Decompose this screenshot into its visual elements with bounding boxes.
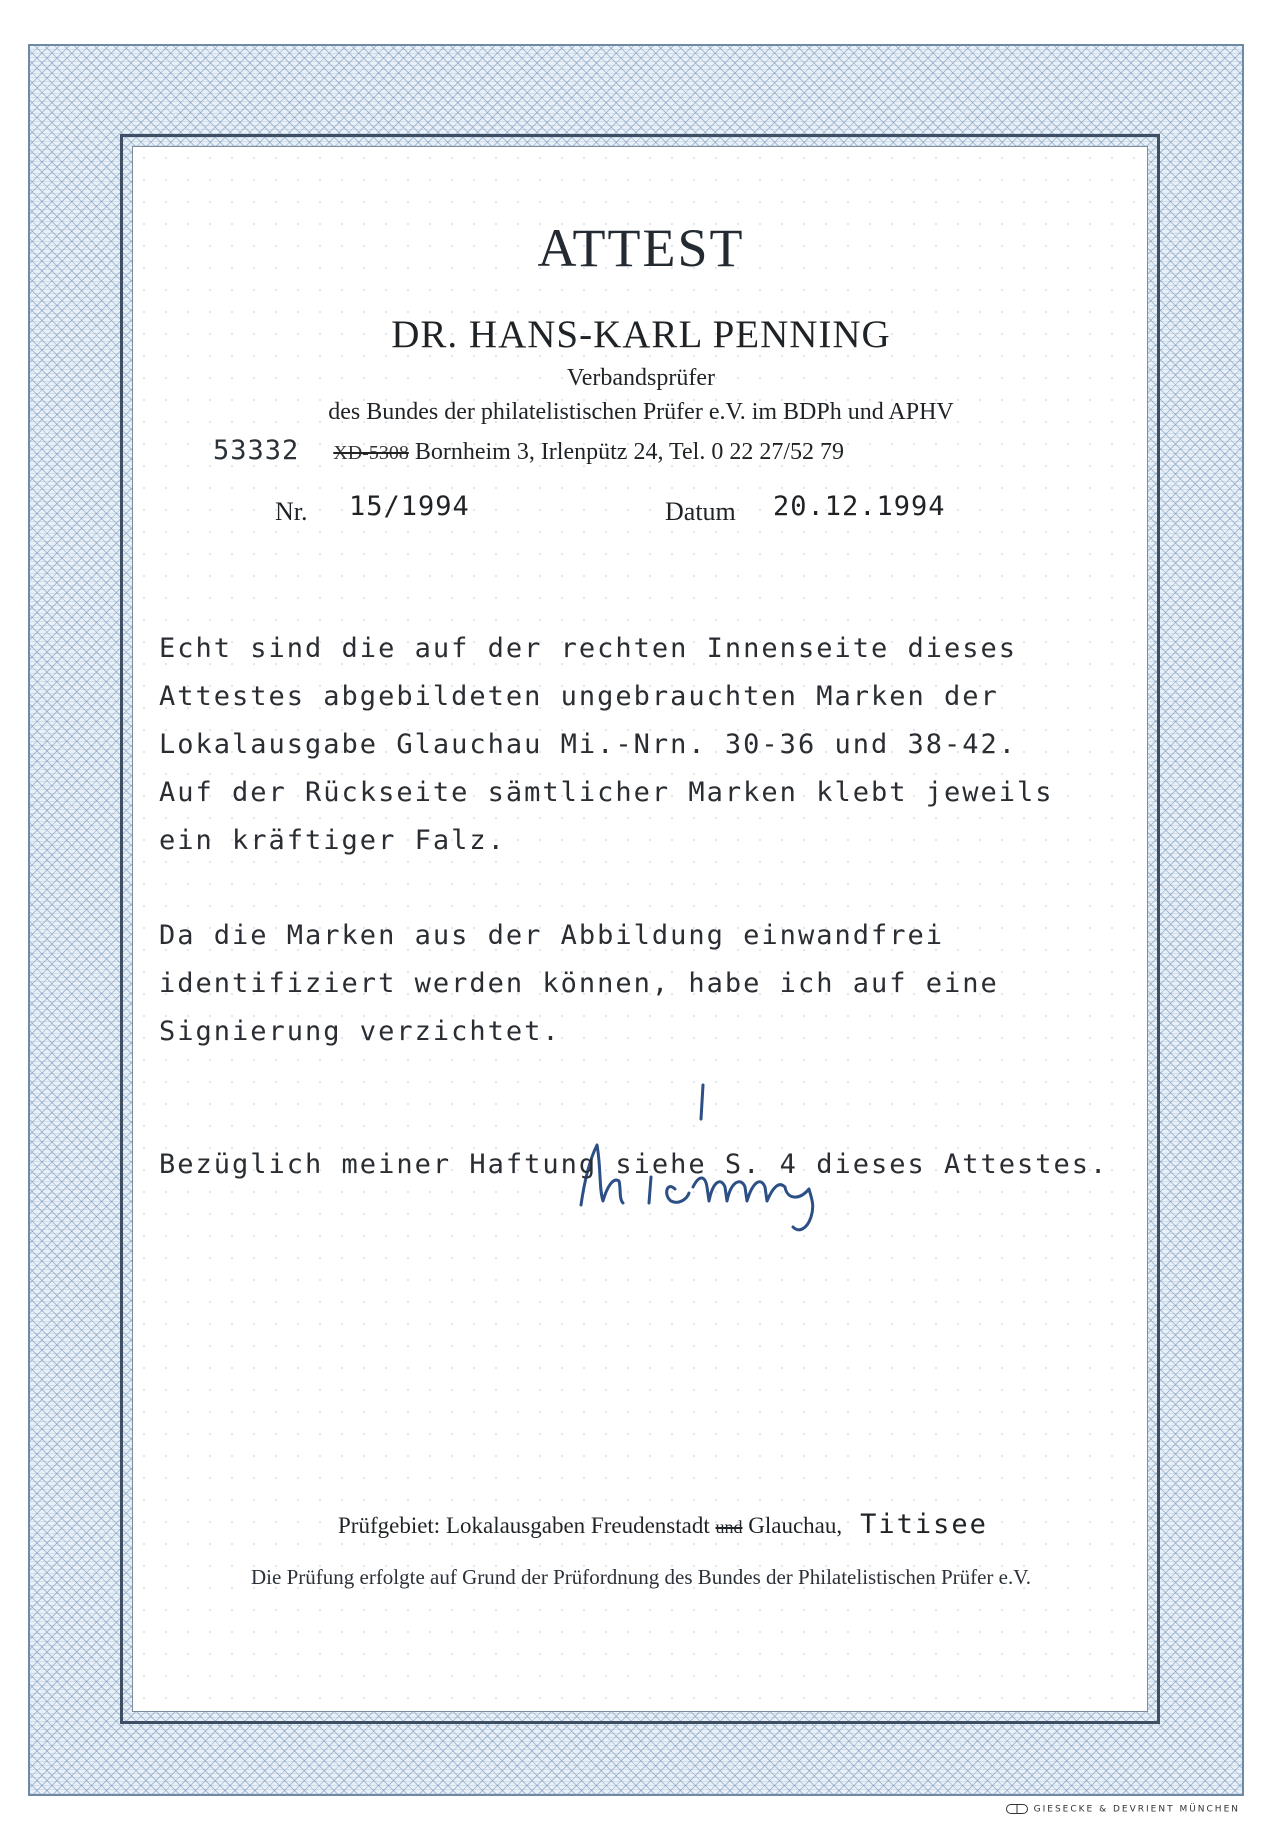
printer-name: GIESECKE & DEVRIENT MÜNCHEN — [1033, 1804, 1240, 1815]
text-line: Da die Marken aus der Abbildung einwandfrei — [159, 920, 944, 951]
pruefgebiet-after: Glauchau, — [748, 1513, 843, 1538]
paragraph-authenticity — [159, 625, 1054, 865]
nr-label: Nr. — [275, 497, 308, 526]
datum-value: 20.12.1994 — [773, 491, 946, 522]
text-line: ein kräftiger Falz. — [159, 825, 506, 856]
examiner-role: Verbandsprüfer — [567, 365, 715, 391]
printer-logo-icon — [1006, 1804, 1028, 1814]
pruefgebiet-label: Prüfgebiet: Lokalausgaben Freudenstadt — [338, 1513, 710, 1538]
text-line: Signierung verzichtet. — [159, 1016, 561, 1047]
pruefgebiet-struck: und — [715, 1517, 743, 1537]
pruefgebiet-added: Titisee — [860, 1509, 988, 1540]
text-line: identifiziert werden können, habe ich auf eine — [159, 968, 999, 999]
paragraph-signing — [159, 912, 999, 1056]
text-line: Echt sind die auf der rechten Innenseite dieses — [159, 633, 1018, 664]
text-line: Attestes abgebildeten ungebrauchten Marken der — [159, 681, 999, 712]
postal-code-typed: 53332 — [213, 435, 300, 466]
footer-note: Die Prüfung erfolgte auf Grund der Prüfordnung des Bundes der Philatelistischen Prüfer e.V. — [251, 1565, 1031, 1589]
certificate-title: ATTEST — [537, 218, 745, 278]
association-line: des Bundes der philatelistischen Prüfer e.V. im BDPh und APHV — [328, 399, 954, 425]
pruefgebiet-line — [338, 1509, 988, 1540]
certificate-page — [132, 146, 1148, 1712]
liability-note: Bezüglich meiner Haftung siehe S. 4 dieses Attestes. — [159, 1149, 1109, 1180]
text-line: Auf der Rückseite sämtlicher Marken klebt jeweils — [159, 777, 1054, 808]
printer-imprint — [1006, 1804, 1240, 1815]
nr-value: 15/1994 — [349, 491, 470, 522]
text-line: Lokalausgabe Glauchau Mi.-Nrn. 30-36 und 38-42. — [159, 729, 1018, 760]
examiner-name: DR. HANS-KARL PENNING — [391, 313, 891, 356]
address-text: Bornheim 3, Irlenpütz 24, Tel. 0 22 27/52 79 — [414, 439, 844, 465]
address-line — [213, 435, 844, 466]
datum-label: Datum — [665, 497, 736, 526]
postal-code-struck: XD-5308 — [333, 442, 409, 464]
